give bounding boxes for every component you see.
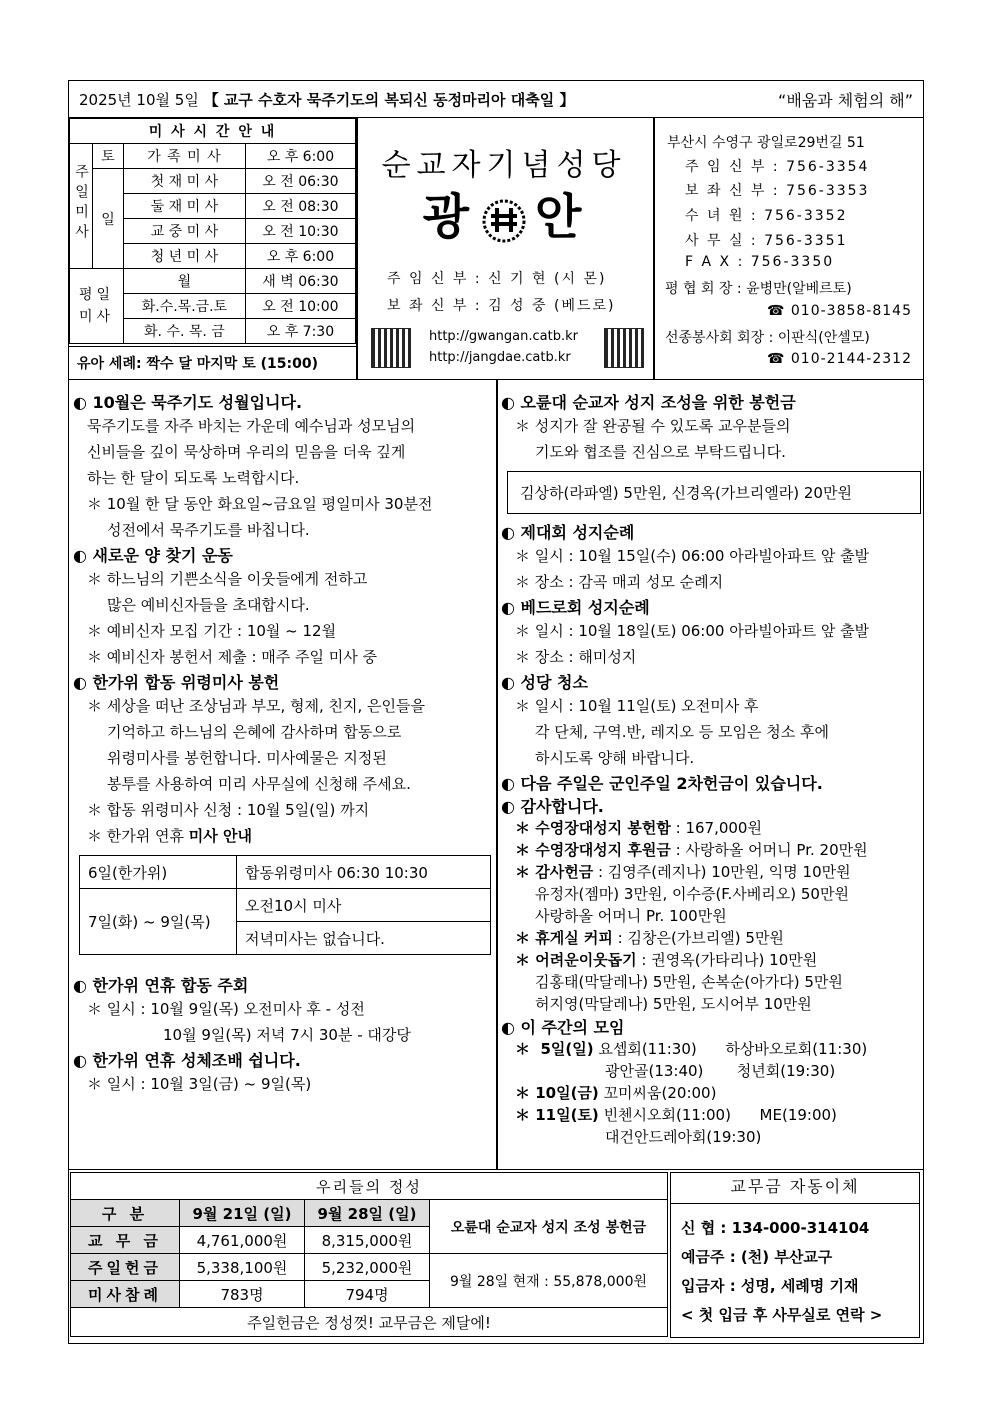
mass-name: 화. 수. 목. 금 xyxy=(124,319,246,344)
mass-name: 교 중 미 사 xyxy=(124,219,246,244)
mass-time: 오 전 10:30 xyxy=(245,219,355,244)
section-heading: ◐ 한가위 연휴 성체조배 쉽니다. xyxy=(73,1051,301,1070)
volunteer-head: 선종봉사회 회장 : 이판식(안셀모) xyxy=(665,330,870,346)
weekday-mass-label: 평일미사 xyxy=(78,287,115,325)
sunday-label: 일 xyxy=(93,169,124,269)
notice-line: ＊ 휴게실 커피 : 김창은(가브리엘) 5만원 xyxy=(515,929,784,947)
church-title-block xyxy=(359,118,649,380)
notices xyxy=(68,380,924,1170)
feast-title: 【 교구 수호자 묵주기도의 복되신 동정마리아 대축일 】 xyxy=(203,91,575,109)
website-link[interactable]: http://gwangan.catb.kr xyxy=(429,329,578,344)
notice-line: ＊ 하느님의 기쁜소식을 이웃들에게 전하고 xyxy=(87,570,368,588)
divider xyxy=(653,118,655,380)
phone-row: 수 녀 원 : 756-3352 xyxy=(685,208,848,224)
notice-line: 기도와 협조를 진심으로 부탁드립니다. xyxy=(535,443,786,461)
divider xyxy=(496,380,498,1170)
notice-line: 유정자(젬마) 3만원, 이수증(F.사베리오) 50만원 xyxy=(535,885,849,903)
account-number: 신 협 : 134-000-314104 xyxy=(681,1219,870,1237)
pastor-line: 주 임 신 부 : 신 기 현 (시 몬) xyxy=(387,271,607,287)
notice-line: ＊ 일시 : 10월 18일(토) 06:00 아라빌아파트 앞 출발 xyxy=(515,622,870,640)
depositor-note: 입금자 : 성명, 세례명 기재 xyxy=(681,1277,859,1295)
section-heading: ◐ 새로운 양 찾기 운동 xyxy=(73,546,233,565)
saturday-label: 토 xyxy=(93,144,124,169)
contact-note: < 첫 입금 후 사무실로 연락 > xyxy=(681,1306,883,1324)
bulletin-date: 2025년 10월 5일 xyxy=(79,91,199,109)
notice-line: 많은 예비신자들을 초대합시다. xyxy=(107,596,310,614)
mass-time: 오 후 6:00 xyxy=(245,144,355,169)
volunteer-head-phone: ☎ 010-2144-2312 xyxy=(767,351,912,367)
fund-title: 오륜대 순교자 성지 조성 봉헌금 xyxy=(430,1200,668,1254)
notice-line: 광안골(13:40) 청년회(19:30) xyxy=(605,1062,836,1080)
notice-line: 허지영(막달레나) 5만원, 도시어부 10만원 xyxy=(535,995,812,1013)
section-heading: ◐ 베드로회 성지순례 xyxy=(501,598,650,617)
notice-line: 하는 한 달이 되도록 노력합시다. xyxy=(87,469,300,487)
notice-line: 하시도록 양해 바랍니다. xyxy=(535,749,695,767)
mass-time: 오 후 7:30 xyxy=(245,319,355,344)
section-heading: ◐ 한가위 연휴 합동 주회 xyxy=(73,976,249,995)
section-heading: ◐ 성당 청소 xyxy=(501,673,588,692)
offering-section xyxy=(70,1172,922,1342)
section-heading: ◐ 이 주간의 모임 xyxy=(501,1018,625,1037)
mass-name: 첫 재 미 사 xyxy=(124,169,246,194)
section-heading: ◐ 10월은 묵주기도 성월입니다. xyxy=(73,393,303,412)
notice-line: ＊ 예비신자 봉헌서 제출 : 매주 주일 미사 중 xyxy=(87,648,378,666)
section-heading: ◐ 한가위 합동 위령미사 봉헌 xyxy=(73,673,280,692)
notice-line: ＊ 10월 한 달 동안 화요일~금요일 평일미사 30분전 xyxy=(87,495,433,513)
mass-time: 오 전 08:30 xyxy=(245,194,355,219)
council-president-phone: ☎ 010-3858-8145 xyxy=(767,303,912,319)
notice-line: ＊ 10일(금) 꼬미씨움(20:00) xyxy=(515,1084,717,1102)
notice-line: ＊ 수영장대성지 봉헌함 : 167,000원 xyxy=(515,819,762,837)
sunday-mass-label: 주일미사 xyxy=(73,164,89,244)
notice-line: ＊ 장소 : 감곡 매괴 성모 순례지 xyxy=(515,573,724,591)
mass-name: 화.수.목.금.토 xyxy=(124,294,246,319)
section-heading: ◐ 오륜대 순교자 성지 조성을 위한 봉헌금 xyxy=(501,393,796,412)
notice-line: ＊ 어려운이웃돕기 : 권영옥(가타리나) 10만원 xyxy=(515,951,818,969)
donor-box: 김상하(라파엘) 5만원, 신경옥(가브리엘라) 20만원 xyxy=(507,471,921,514)
notice-line: 묵주기도를 자주 바치는 가운데 예수님과 성모님의 xyxy=(87,417,416,435)
notice-line: 김홍태(막달레나) 5만원, 손복순(아가다) 5만원 xyxy=(535,973,843,991)
notice-line: 위령미사를 봉헌합니다. 미사예물은 지정된 xyxy=(107,749,387,767)
notice-line: ＊ 성지가 잘 완공될 수 있도록 교우분들의 xyxy=(515,417,791,435)
notice-line: 대건안드레아회(19:30) xyxy=(605,1128,762,1146)
notice-line: 기억하고 하느님의 은혜에 감사하며 합동으로 xyxy=(107,723,402,741)
auto-transfer-box xyxy=(670,1172,920,1338)
mass-time: 오 전 10:00 xyxy=(245,294,355,319)
assistant-pastor-line: 보 좌 신 부 : 김 성 중 (베드로) xyxy=(387,298,616,314)
notice-line: ＊ 일시 : 10월 3일(금) ~ 9일(목) xyxy=(87,1075,312,1093)
church-subtitle: 순교자기념성당 xyxy=(381,148,627,183)
top-banner xyxy=(68,80,924,118)
offering-table: 우리들의 정성 구 분 9월 21일 (일) 9월 28일 (일) 오륜대 순교자 성지 조성 봉헌금 교 무 금 4,761,000원 8,315,000원 주일헌금 5,338,100원 5,232,000원 9월 28일 현재 : 55,878,000원 미사참례 783명 794명 주일헌금은 정성껏! 교무금은 제달에! xyxy=(70,1172,668,1337)
church-name-first: 광 xyxy=(422,189,473,245)
church-name-second: 안 xyxy=(535,189,586,245)
auto-transfer-title: 교무금 자동이체 xyxy=(671,1173,919,1204)
website-link[interactable]: http://jangdae.catb.kr xyxy=(429,350,571,365)
notice-line: ＊ 감사헌금 : 김영주(레지나) 10만원, 익명 10만원 xyxy=(515,863,851,881)
qr-code-icon xyxy=(371,328,411,368)
notice-line: 각 단체, 구역.반, 레지오 등 모임은 청소 후에 xyxy=(535,723,830,741)
notice-line: 10월 9일(목) 저녁 7시 30분 - 대강당 xyxy=(163,1026,411,1044)
contact-block xyxy=(657,118,923,380)
notice-line: 사랑하올 어머니 Pr. 100만원 xyxy=(535,907,727,925)
mass-name: 청 년 미 사 xyxy=(124,244,246,269)
phone-row: 사 무 실 : 756-3351 xyxy=(685,233,848,249)
notice-line: ＊ 5일(일) 요셉회(11:30) 하상바오로회(11:30) xyxy=(515,1040,868,1058)
mass-schedule-title: 미 사 시 간 안 내 xyxy=(70,119,356,144)
fund-value: 9월 28일 현재 : 55,878,000원 xyxy=(430,1254,668,1308)
year-motto: “배움과 체험의 해” xyxy=(778,91,913,110)
notice-line: ＊ 11일(토) 빈첸시오회(11:00) ME(19:00) xyxy=(515,1106,837,1124)
notice-line: ＊ 한가위 연휴 미사 안내 xyxy=(87,827,252,845)
notice-line: 신비들을 깊이 묵상하며 우리의 믿음을 더욱 깊게 xyxy=(87,443,406,461)
right-column xyxy=(501,380,921,1148)
account-holder: 예금주 : (천) 부산교구 xyxy=(681,1248,833,1266)
infant-baptism-note: 유아 세례: 짝수 달 마지막 토 (15:00) xyxy=(69,346,356,379)
mass-name: 둘 재 미 사 xyxy=(124,194,246,219)
phone-row: 보 좌 신 부 : 756-3353 xyxy=(685,183,870,199)
mass-time: 오 후 6:00 xyxy=(245,244,355,269)
offering-footer: 주일헌금은 정성껏! 교무금은 제달에! xyxy=(71,1308,668,1337)
phone-row: F A X : 756-3350 xyxy=(685,254,835,270)
offering-title: 우리들의 정성 xyxy=(71,1173,668,1200)
section-heading: ◐ 제대회 성지순례 xyxy=(501,523,635,542)
notice-line: 성전에서 묵주기도를 바칩니다. xyxy=(107,521,310,539)
parish-emblem-icon xyxy=(481,198,527,244)
mass-time: 새 벽 06:30 xyxy=(245,269,355,294)
notice-line: ＊ 장소 : 해미성지 xyxy=(515,648,637,666)
notice-line: ＊ 수영장대성지 후원금 : 사랑하올 어머니 Pr. 20만원 xyxy=(515,841,868,859)
qr-code-icon xyxy=(604,328,644,368)
left-column xyxy=(73,380,493,1097)
notice-line: ＊ 일시 : 10월 9일(목) 오전미사 후 - 성전 xyxy=(87,1000,365,1018)
notice-line: ＊ 예비신자 모집 기간 : 10월 ~ 12월 xyxy=(87,622,337,640)
holiday-mass-table: 6일(한가위) 합동위령미사 06:30 10:30 7일(화) ~ 9일(목) 오전10시 미사 저녁미사는 없습니다. xyxy=(79,855,491,955)
notice-line: ＊ 합동 위령미사 신청 : 10월 5일(일) 까지 xyxy=(87,801,370,819)
section-heading: ◐ 감사합니다. xyxy=(501,797,604,816)
notice-line: ＊ 일시 : 10월 11일(토) 오전미사 후 xyxy=(515,697,759,715)
section-heading: ◐ 다음 주일은 군인주일 2차헌금이 있습니다. xyxy=(501,774,823,793)
divider xyxy=(356,118,358,380)
address: 부산시 수영구 광일로29번길 51 xyxy=(667,135,865,151)
mass-schedule-table xyxy=(69,118,356,344)
mass-time: 오 전 06:30 xyxy=(245,169,355,194)
notice-line: 봉투를 사용하여 미리 사무실에 신청해 주세요. xyxy=(107,775,411,793)
council-president: 평 협 회 장 : 윤병만(알베르토) xyxy=(665,281,852,297)
notice-line: ＊ 일시 : 10월 15일(수) 06:00 아라빌아파트 앞 출발 xyxy=(515,547,870,565)
mass-name: 가 족 미 사 xyxy=(124,144,246,169)
phone-row: 주 임 신 부 : 756-3354 xyxy=(685,159,870,175)
mass-name: 월 xyxy=(124,269,246,294)
notice-line: ＊ 세상을 떠난 조상님과 부모, 형제, 친지, 은인들을 xyxy=(87,697,425,715)
header xyxy=(68,118,924,380)
